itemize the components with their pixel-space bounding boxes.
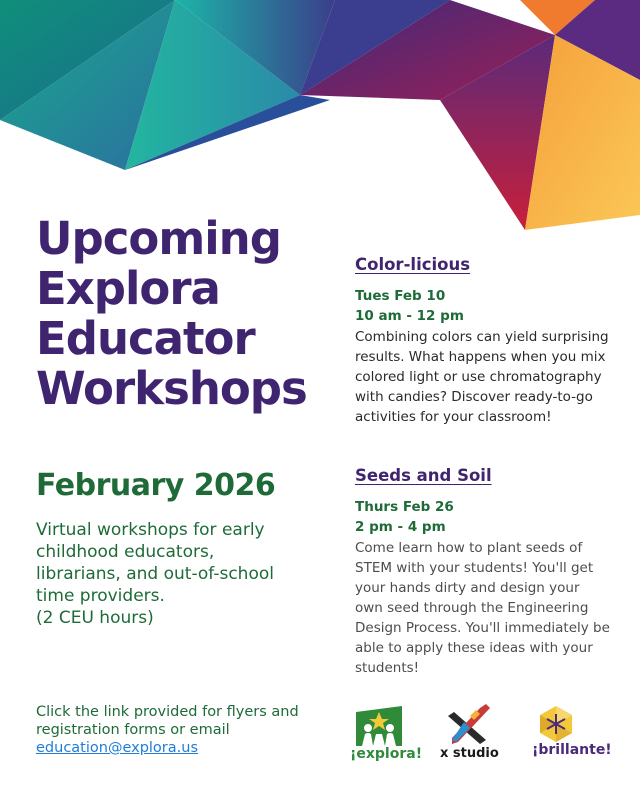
- workshop-date: Tues Feb 10: [355, 288, 446, 304]
- footer-line: Click the link provided for flyers and: [36, 704, 299, 720]
- workshop-title: Seeds and Soil: [355, 466, 492, 485]
- xstudio-logo-mark-icon: [446, 704, 490, 744]
- workshop-title: Color-licious: [355, 255, 471, 274]
- title-line: Explora: [36, 262, 220, 315]
- footer-line: registration forms or email: [36, 722, 230, 738]
- email-link[interactable]: education@explora.us: [36, 740, 198, 756]
- intro-line: childhood educators,: [36, 542, 215, 562]
- xstudio-logo-text: x studio: [440, 746, 499, 761]
- brillante-logo-text: ¡brillante!: [532, 742, 612, 758]
- explora-logo-mark-icon: [356, 706, 402, 746]
- intro-line: Virtual workshops for early: [36, 520, 265, 540]
- workshop-seeds-and-soil: [355, 465, 611, 678]
- workshop-date: Thurs Feb 26: [355, 499, 454, 515]
- xstudio-logo: [440, 704, 500, 764]
- geometric-banner: [0, 0, 640, 230]
- intro-line: librarians, and out-of-school: [36, 564, 274, 584]
- title-line: Workshops: [36, 362, 307, 415]
- intro-line: (2 CEU hours): [36, 608, 154, 628]
- page-title: [36, 214, 336, 414]
- month-heading: February 2026: [36, 468, 276, 503]
- workshop-color-licious: [355, 254, 611, 427]
- footer-contact: [36, 703, 326, 757]
- intro-text: [36, 519, 326, 629]
- workshop-description: Combining colors can yield surprising results. What happens when you mix colored light or use chromatography with candies? Discover ready-to-go activities for your classroom!: [355, 329, 609, 425]
- title-line: Educator: [36, 312, 255, 365]
- explora-logo: [350, 706, 423, 764]
- intro-line: time providers.: [36, 586, 165, 606]
- explora-logo-text: ¡explora!: [350, 746, 423, 762]
- title-line: Upcoming: [36, 212, 281, 265]
- workshop-time: 10 am - 12 pm: [355, 308, 464, 324]
- workshop-description: Come learn how to plant seeds of STEM with your students! You'll get your hands dirty and design your own seed through the Engineering Design Process. You'll immediately be able to apply these ideas with your students!: [355, 540, 610, 676]
- brillante-logo: [530, 704, 620, 764]
- brillante-logo-mark-icon: [536, 704, 576, 744]
- workshop-time: 2 pm - 4 pm: [355, 519, 446, 535]
